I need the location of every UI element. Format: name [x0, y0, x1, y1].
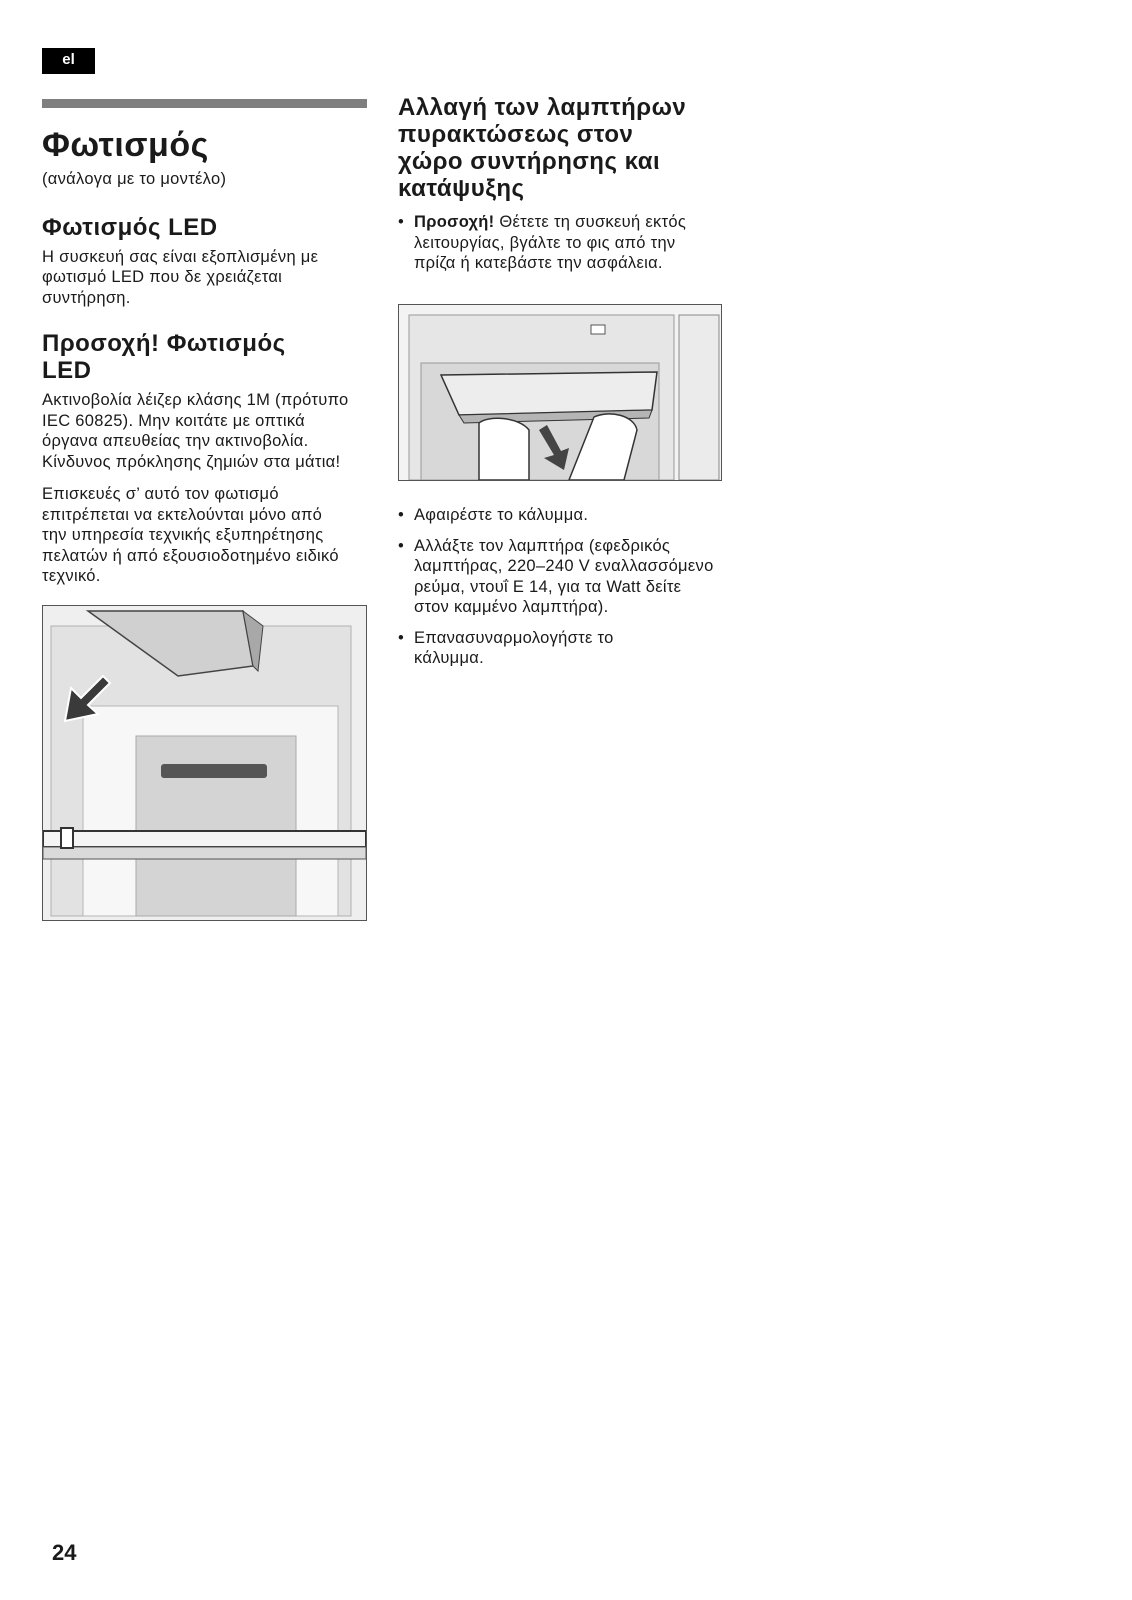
warning-list	[398, 212, 718, 274]
led-light-illustration	[42, 605, 367, 921]
led-section	[42, 214, 367, 309]
warning-heading: Προσοχή! Φωτισμός LED	[42, 330, 286, 384]
steps-container	[398, 505, 718, 679]
list-item	[398, 212, 718, 274]
steps-list	[398, 505, 718, 669]
led-light-drawing	[43, 606, 366, 920]
section-divider-bar	[42, 99, 367, 108]
replace-heading: Αλλαγή των λαμπτήρων πυρακτώσεως στον χώρο συντήρησης και κατάψυξης	[398, 94, 687, 202]
warning-label: Προσοχή!	[414, 213, 495, 231]
page-title: Φωτισμός	[42, 126, 209, 164]
right-column	[398, 94, 718, 284]
warning-text: Θέτετε τη συσκευή εκτός λειτουργίας, βγάλτε το φις από την πρίζα ή κατεβάστε την ασφάλεια.	[414, 213, 687, 272]
warning-section	[42, 330, 367, 587]
led-heading: Φωτισμός LED	[42, 213, 218, 241]
page-number: 24	[52, 1540, 77, 1565]
led-text: Η συσκευή σας είναι εξοπλισμένη με φωτισμό LED που δε χρειάζεται συντήρηση.	[42, 247, 319, 307]
cover-removal-illustration	[398, 304, 722, 481]
page-subtitle: (ανάλογα με το μοντέλο)	[42, 170, 227, 188]
language-badge: el	[42, 48, 95, 74]
warning-text-1: Ακτινοβολία λέιζερ κλάσης 1Μ (πρότυπο IEC 60825). Μην κοιτάτε με οπτικά όργανα απευθείας την ακτινοβολία. Κίνδυνος πρόκλησης ζημιών στα μάτια!	[42, 391, 349, 471]
left-column	[42, 118, 367, 609]
step-item: • Αφαιρέστε το κάλυμμα.	[398, 505, 718, 526]
step-item: • Επανασυναρμολογήστε το κάλυμμα.	[398, 628, 634, 669]
step-item: • Αλλάξτε τον λαμπτήρα (εφεδρικός λαμπτήρας, 220–240 V εναλλασσόμενο ρεύμα, ντουΐ E 14, για τα Watt δείτε στον καμμένο λαμπτήρα).	[398, 536, 718, 618]
warning-text-2: Επισκευές σ’ αυτό τον φωτισμό επιτρέπεται να εκτελούνται μόνο από την υπηρεσία τεχνικής εξυπηρέτησης πελατών ή από εξουσιοδοτημένο ειδικό τεχνικό.	[42, 485, 339, 585]
cover-removal-drawing	[399, 305, 721, 480]
